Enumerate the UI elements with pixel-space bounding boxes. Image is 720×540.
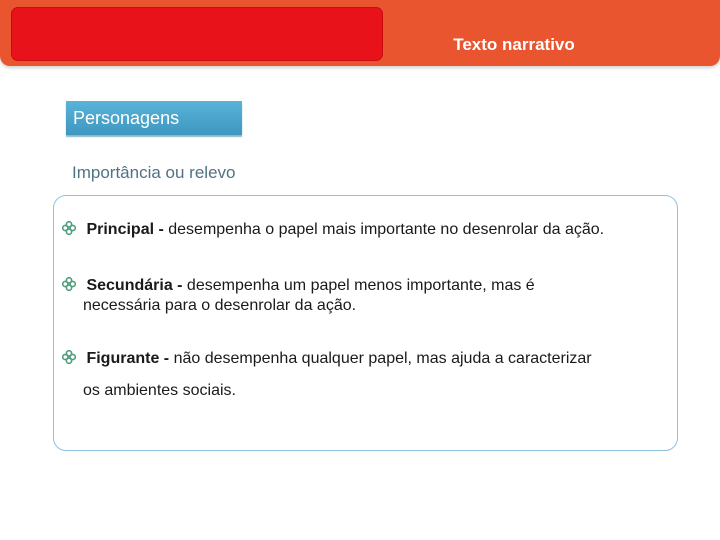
- section-subtitle: Importância ou relevo: [72, 163, 236, 182]
- item-term: Secundária -: [86, 277, 183, 294]
- item-term: Figurante -: [86, 350, 170, 367]
- item-continuation: os ambientes sociais.: [83, 382, 236, 399]
- diamond-bullet-icon: [62, 277, 76, 291]
- item-text: desempenha um papel menos importante, mas é: [182, 277, 535, 294]
- section-tag: [66, 101, 242, 135]
- item-term: Principal -: [86, 221, 164, 238]
- header-red-panel: [11, 7, 383, 61]
- diamond-bullet-icon: [62, 221, 76, 235]
- item-continuation: necessária para o desenrolar da ação.: [83, 297, 357, 314]
- slide-title: Texto narrativo: [453, 35, 575, 54]
- item-text: desempenha o papel mais importante no desenrolar da ação.: [163, 221, 605, 238]
- diamond-bullet-icon: [62, 350, 76, 364]
- item-text: não desempenha qualquer papel, mas ajuda a caracterizar: [169, 350, 592, 367]
- list-item-figurante: [62, 349, 677, 401]
- list-item-secundaria: [62, 276, 677, 316]
- section-tag-label: Personagens: [73, 108, 180, 128]
- header-bar: [0, 0, 720, 66]
- list-item-principal: [62, 220, 677, 240]
